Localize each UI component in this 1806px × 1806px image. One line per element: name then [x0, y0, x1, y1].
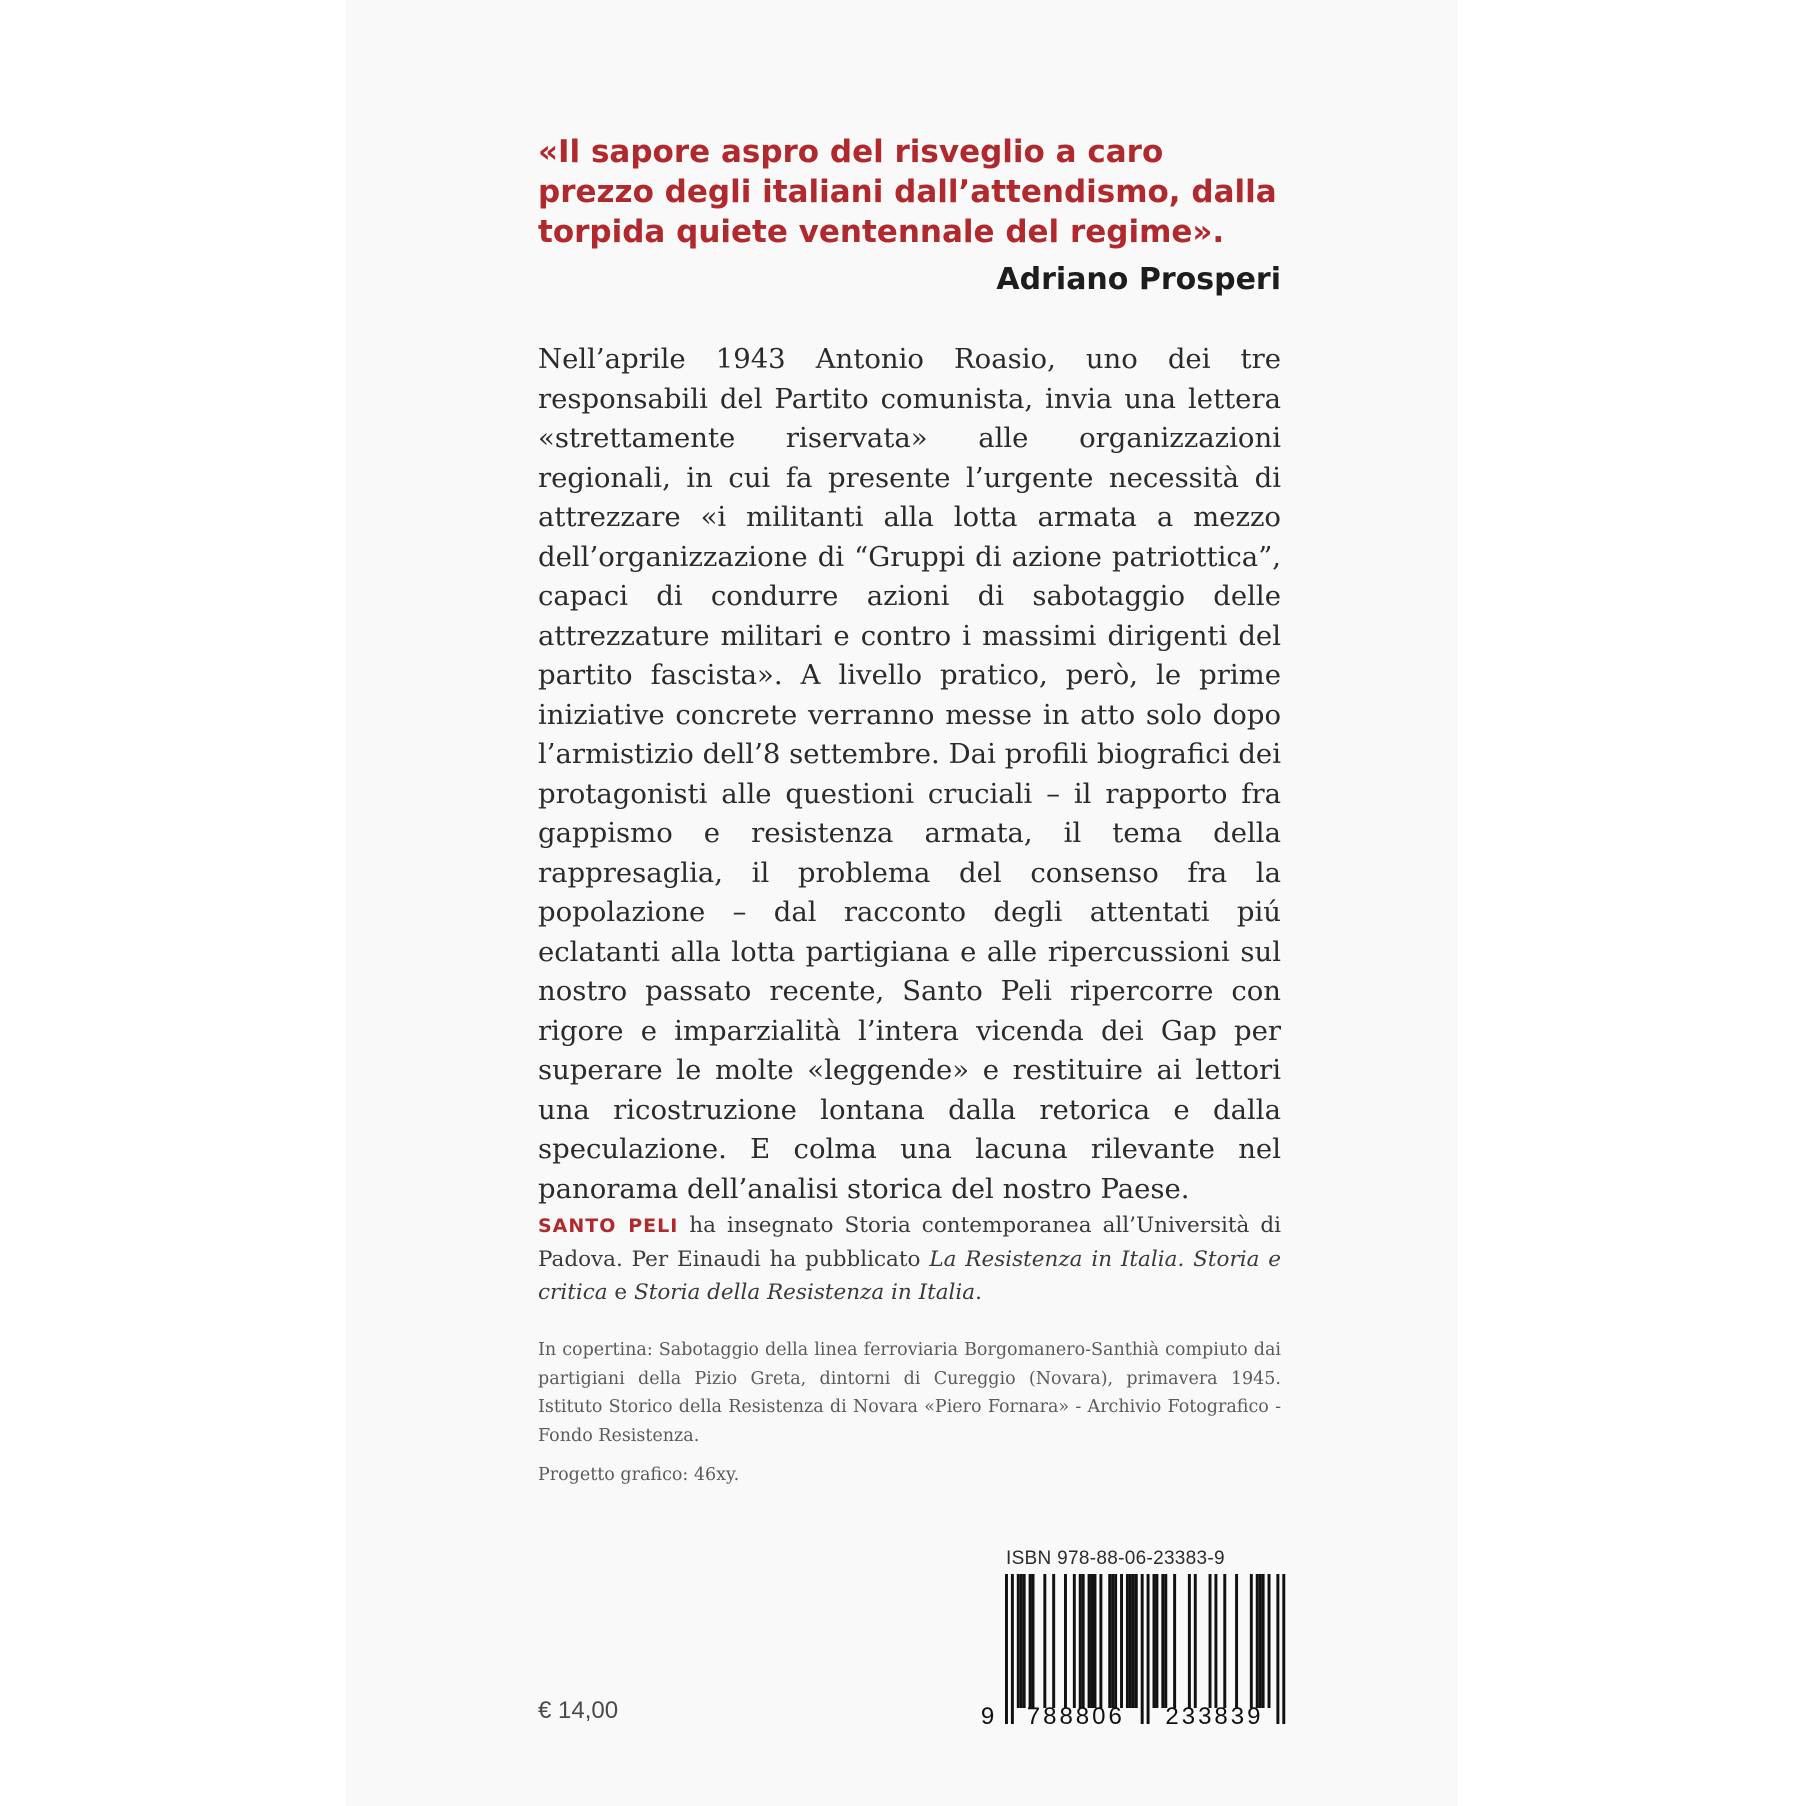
price-label: € 14,00 — [538, 1697, 619, 1724]
barcode-bar — [1268, 1574, 1271, 1708]
barcode-bar — [1282, 1574, 1285, 1724]
barcode-bar — [1073, 1574, 1076, 1708]
barcode-bar — [1188, 1574, 1191, 1708]
barcode-bar — [1126, 1574, 1129, 1708]
barcode-bar — [1262, 1574, 1265, 1708]
barcode-left-digits: 788806 — [1026, 1703, 1125, 1726]
barcode-right-digits: 233839 — [1165, 1703, 1264, 1726]
cover-credit: In copertina: Sabotaggio della linea ferroviaria Borgomanero-Santhià compiuto dai partigiani della Pizio Greta, dintorni di Cureggio (Novara), primavera 1945. Istituto Storico della Resistenza di Novara «Piero Fornara» - Archivio Fotografico - Fondo Resistenza. — [538, 1340, 1281, 1446]
barcode-bar — [1147, 1574, 1150, 1724]
barcode-bar — [1141, 1574, 1144, 1724]
barcode-bar — [1194, 1574, 1197, 1708]
author-name: SANTO PELI — [538, 1215, 679, 1237]
barcode-bar — [1259, 1574, 1262, 1708]
barcode-bar — [1153, 1574, 1156, 1708]
barcode-bar — [1120, 1574, 1123, 1708]
barcode-bar — [1155, 1574, 1158, 1708]
barcode-bar — [1032, 1574, 1035, 1708]
author-bio-conjunction: e — [607, 1280, 634, 1305]
isbn-barcode — [975, 1574, 1287, 1726]
barcode-bar — [1114, 1574, 1117, 1708]
book-title-1: La Resistenza in Italia. Storia e critica — [538, 1247, 1281, 1305]
barcode-bar — [1276, 1574, 1279, 1724]
barcode-bar — [1161, 1574, 1164, 1708]
book-title-2: Storia della Resistenza in Italia — [633, 1280, 976, 1305]
barcode-bar — [1223, 1574, 1226, 1708]
barcode-bar — [1023, 1574, 1026, 1708]
isbn-label: ISBN 978-88-06-23383-9 — [1006, 1548, 1225, 1569]
barcode-bar — [1017, 1574, 1020, 1708]
author-bio-end: . — [975, 1280, 982, 1305]
barcode-bar — [1079, 1574, 1082, 1708]
barcode-bar — [1173, 1574, 1176, 1708]
barcode-bar — [1108, 1574, 1111, 1708]
barcode-bar — [1011, 1574, 1014, 1724]
barcode-bar — [1214, 1574, 1217, 1708]
author-bio — [538, 1209, 1281, 1309]
book-description: Nell’aprile 1943 Antonio Roasio, uno dei tre responsabili del Partito comunista, invia una lettera «strettamente riservata» alle organizzazioni regionali, in cui fa presente l’urgente necessità di attrezzare «i militanti alla lotta armata a mezzo dell’organizzazione di “Gruppi di azione patriottica”, capaci di condurre azioni di sabotaggio delle attrezzature militari e contro i massimi dirigenti del partito fascista». A livello pratico, però, le prime iniziative concrete verranno messe in atto solo dopo l’armistizio dell’8 settembre. Dai profili biografici dei protagonisti alle questioni cruciali – il rapporto fra gappismo e resistenza armata, il tema della rappresaglia, il problema del consenso fra la popolazione – dal racconto degli attentati piú eclatanti alla lotta partigiana e alle ripercussioni sul nostro passato recente, Santo Peli ripercorre con rigore e imparzialità l’intera vicenda dei Gap per superare le molte «leggende» e restituire ai lettori una ricostruzione lontana dalla retorica e dalla speculazione. E colma una lacuna rilevante nel panorama dell’analisi storica del nostro Paese. — [538, 343, 1281, 1205]
barcode-bar — [1164, 1574, 1167, 1708]
barcode-bar — [1005, 1574, 1008, 1724]
barcode-bar — [1099, 1574, 1102, 1708]
author-bio-text: ha insegnato Storia contemporanea all’Università di Padova. Per Einaudi ha pubblicato — [538, 1213, 1281, 1272]
barcode-bar — [1088, 1574, 1091, 1708]
barcode-bar — [1129, 1574, 1132, 1708]
barcode-bar — [1082, 1574, 1085, 1708]
barcode-bar — [1020, 1574, 1023, 1708]
barcode-bar — [1135, 1574, 1138, 1708]
barcode-bar — [1091, 1574, 1094, 1708]
barcode-graphic — [975, 1574, 1287, 1726]
barcode-bar — [1043, 1574, 1046, 1708]
barcode-bar — [1111, 1574, 1114, 1708]
barcode-bar — [1250, 1574, 1253, 1708]
barcode-bar — [1052, 1574, 1055, 1708]
design-credit: Progetto grafico: 46xy. — [538, 1465, 740, 1485]
back-cover-quote: «Il sapore aspro del risveglio a caro prezzo degli italiani dall’attendismo, dalla torpida quiete ventennale del regime». — [538, 134, 1277, 250]
quote-author: Adriano Prosperi — [996, 262, 1281, 297]
barcode-bar — [1235, 1574, 1238, 1708]
barcode-bar — [1256, 1574, 1259, 1708]
barcode-lead-digit: 9 — [980, 1703, 998, 1726]
barcode-bar — [1094, 1574, 1097, 1708]
barcode-bar — [1132, 1574, 1135, 1708]
barcode-bar — [1029, 1574, 1032, 1708]
barcode-bar — [1209, 1574, 1212, 1708]
barcode-bar — [1064, 1574, 1067, 1708]
